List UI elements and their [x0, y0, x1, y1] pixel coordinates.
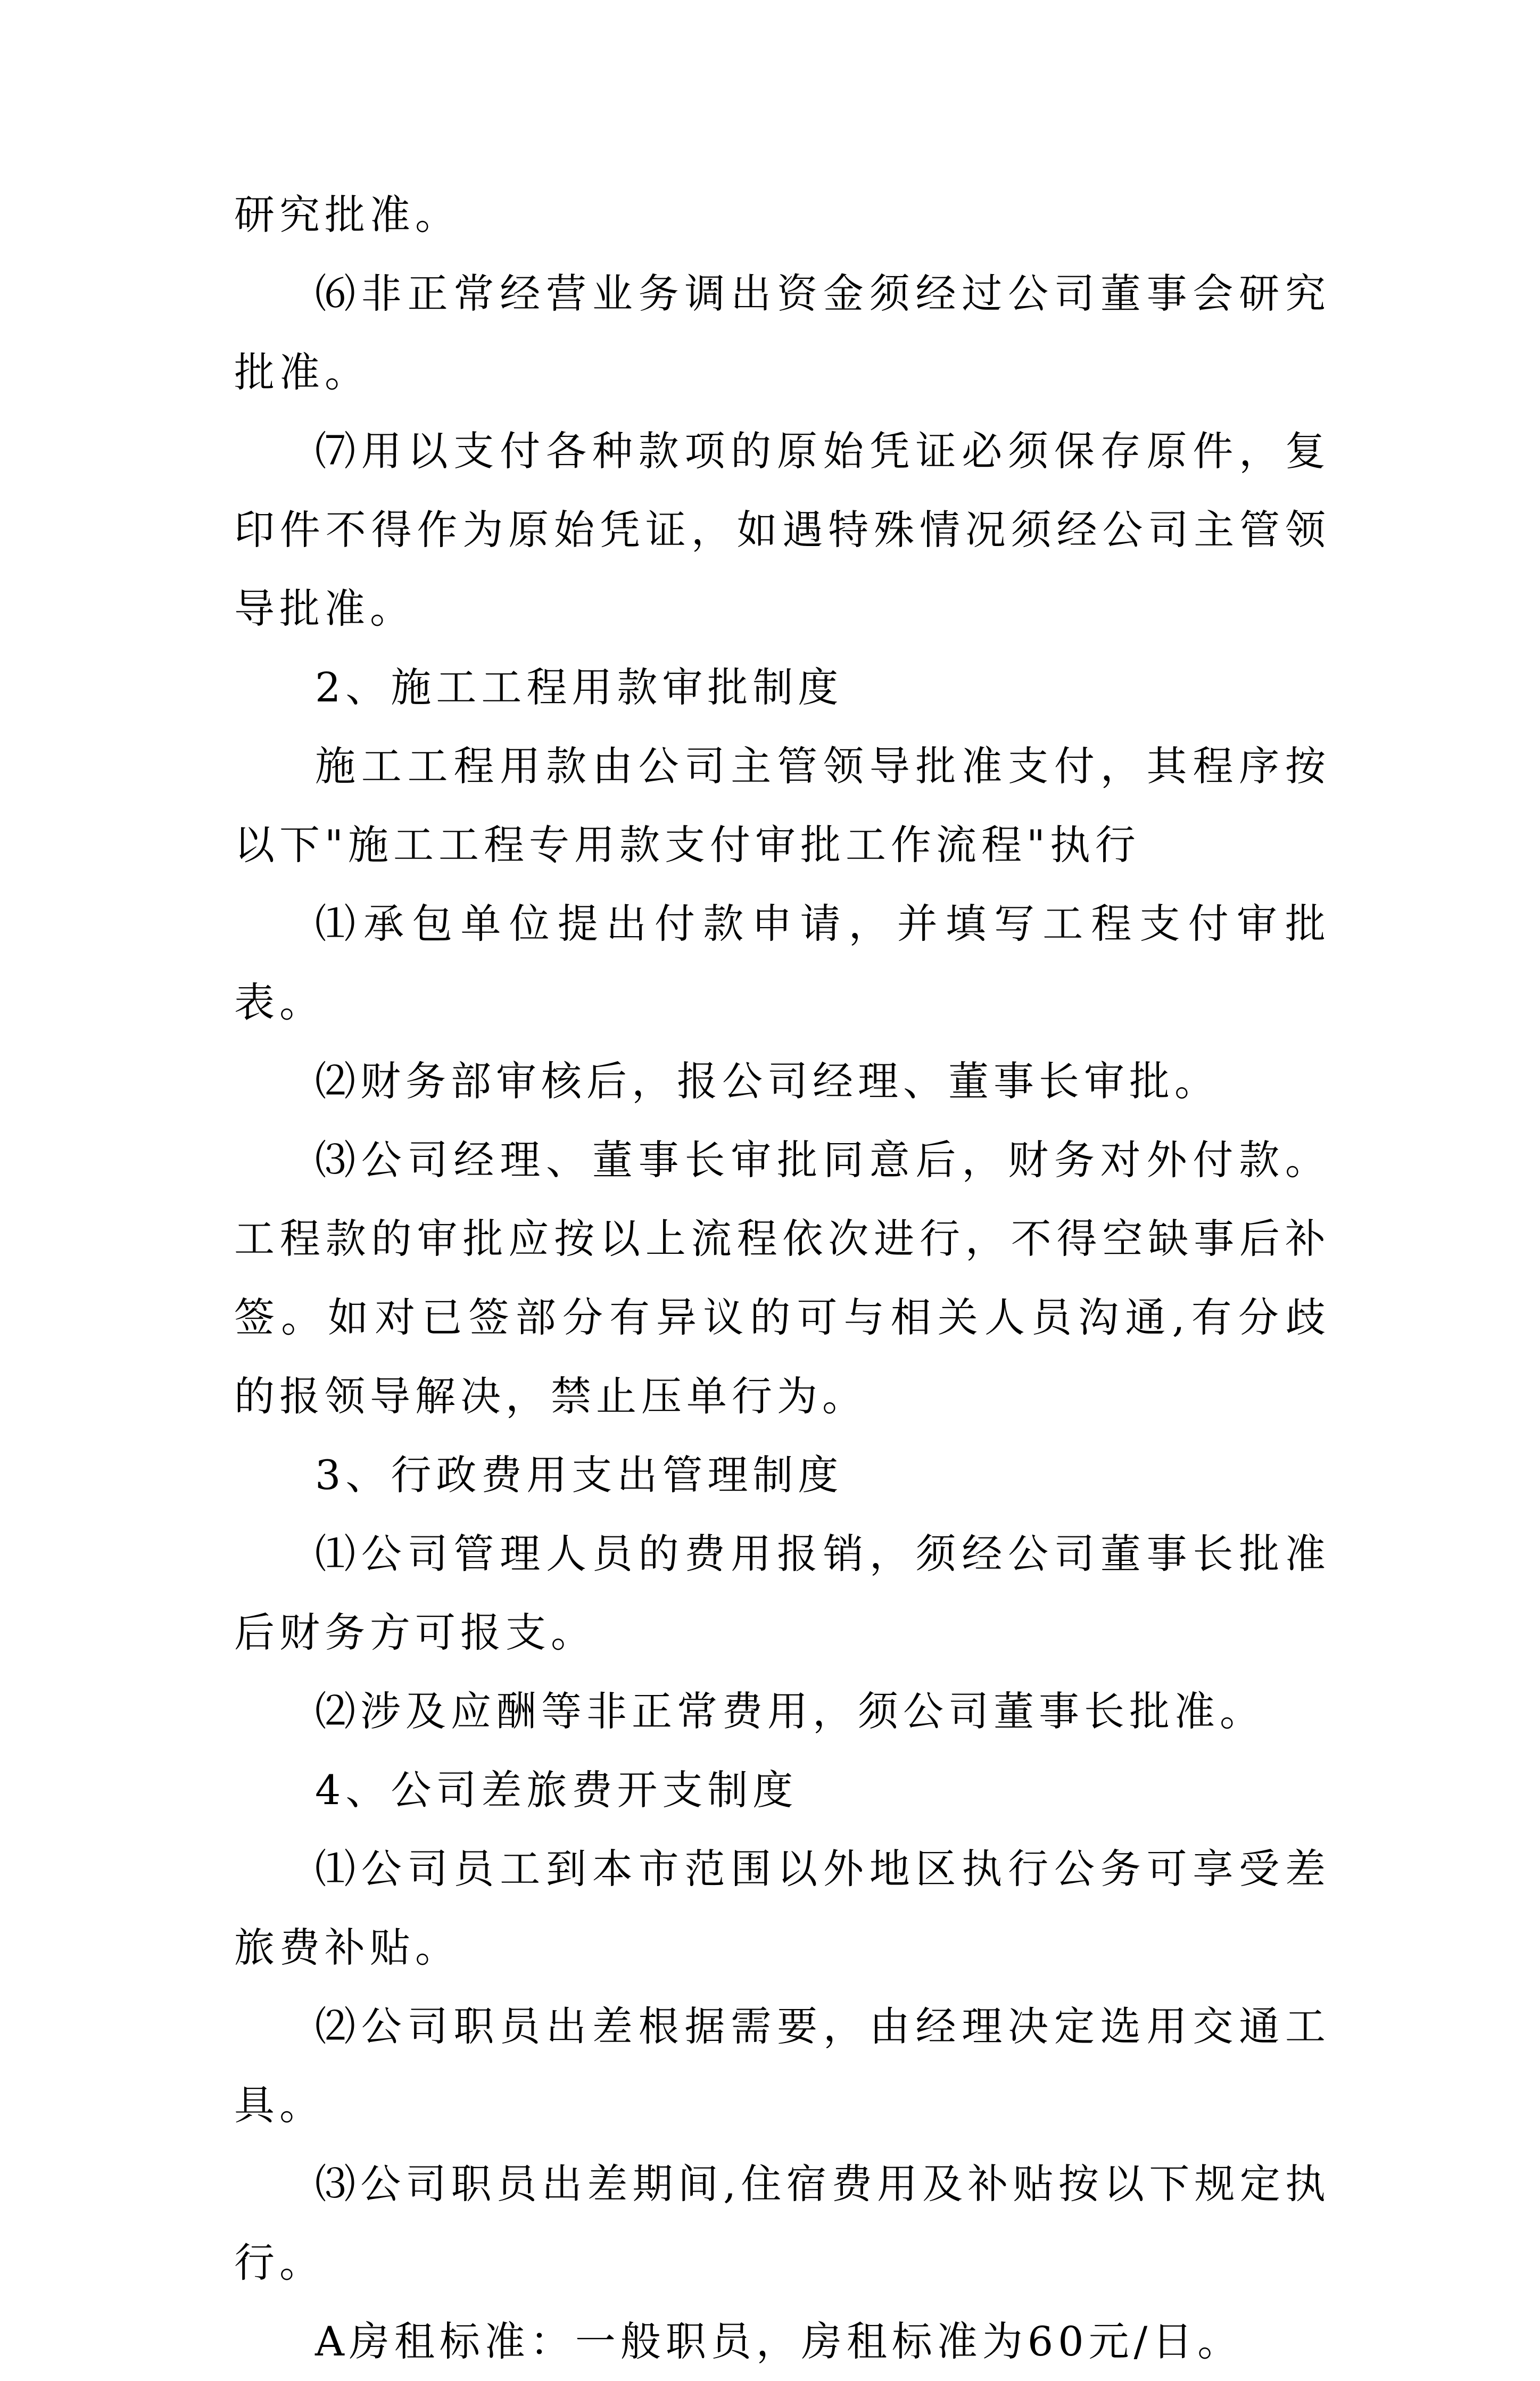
document-body — [234, 176, 1330, 2381]
section-heading-4: 4、公司差旅费开支制度 — [315, 1766, 798, 1814]
section-heading-2: 2、施工工程用款审批制度 — [315, 664, 843, 711]
paragraph-continuation: 研究批准。 — [234, 191, 460, 238]
paragraph-section-2-item-3: ⑶公司经理、董事长审批同意后，财务对外付款。工程款的审批应按以上流程依次进行，不得空缺事后补签。如对已签部分有异议的可与相关人员沟通,有分歧的报领导解决，禁止压单行为。 — [234, 1136, 1330, 1420]
paragraph-section-2-intro: 施工工程用款由公司主管领导批准支付，其程序按以下"施工工程专用款支付审批工作流程"执行 — [234, 742, 1330, 869]
paragraph-section-3-item-2: ⑵涉及应酬等非正常费用，须公司董事长批准。 — [315, 1688, 1265, 1735]
paragraph-section-2-item-2: ⑵财务部审核后，报公司经理、董事长审批。 — [315, 1057, 1220, 1105]
paragraph-section-2-item-1: ⑴承包单位提出付款申请，并填写工程支付审批表。 — [234, 900, 1330, 1026]
paragraph-item-6: ⑹非正常经营业务调出资金须经过公司董事会研究批准。 — [234, 270, 1330, 396]
paragraph-section-4-item-3: ⑶公司职员出差期间,住宿费用及补贴按以下规定执行。 — [234, 2160, 1330, 2286]
section-heading-3: 3、行政费用支出管理制度 — [315, 1451, 843, 1499]
paragraph-section-4-item-1: ⑴公司员工到本市范围以外地区执行公务可享受差旅费补贴。 — [234, 1845, 1330, 1971]
paragraph-item-7: ⑺用以支付各种款项的原始凭证必须保存原件，复印件不得作为原始凭证，如遇特殊情况须经公司主管领导批准。 — [234, 427, 1330, 632]
paragraph-section-4-item-2: ⑵公司职员出差根据需要，由经理决定选用交通工具。 — [234, 2003, 1330, 2129]
paragraph-room-rate: A房租标准：一般职员，房租标准为60元/日。 — [315, 2318, 1243, 2365]
paragraph-section-3-item-1: ⑴公司管理人员的费用报销，须经公司董事长批准后财务方可报支。 — [234, 1530, 1330, 1656]
